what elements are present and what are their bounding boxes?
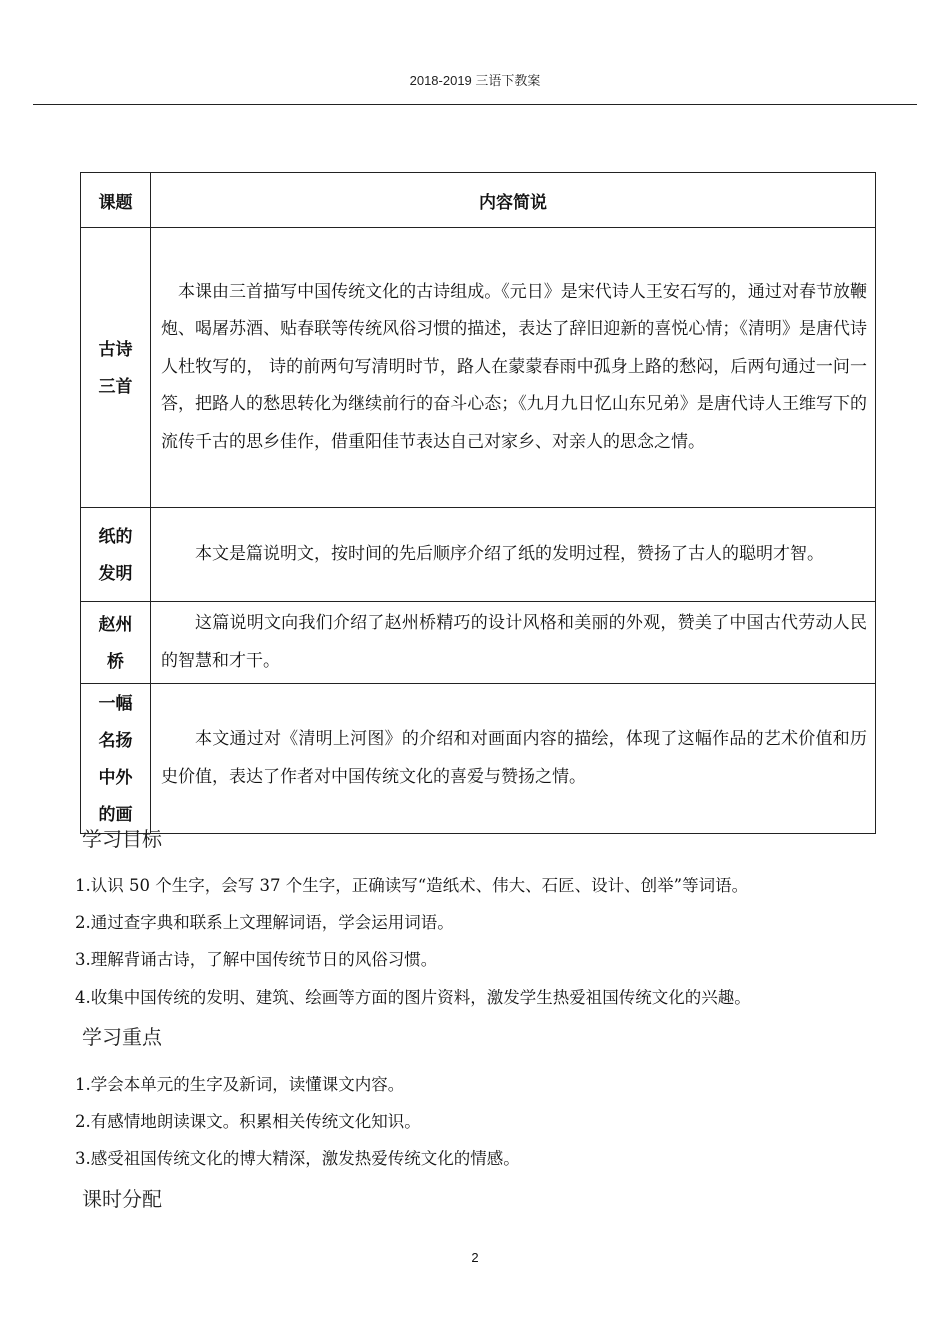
goal-item: 1.认识 50 个生字，会写 37 个生字，正确读写“造纸术、伟大、石匠、设计、创举”等词语。 [75,876,749,895]
header-divider [33,104,917,105]
section-title-goals: 学习目标 [82,827,162,851]
page-number: 2 [471,1250,479,1265]
page-header: 2018-2019 三语下教案 [409,73,541,88]
table-header-row [81,173,876,228]
row-title [81,508,151,602]
row-title-line: 发明 [98,563,133,583]
table-row [81,684,876,834]
row-title [81,602,151,684]
row-title-line: 赵州 [98,614,133,634]
section-title-focus: 学习重点 [82,1025,162,1049]
row-title-line: 中外 [98,767,133,787]
column-header-summary: 内容简说 [151,173,876,228]
row-content: 本文是篇说明文，按时间的先后顺序介绍了纸的发明过程，赞扬了古人的聪明才智。 [151,508,876,602]
row-title-line: 三首 [98,376,133,396]
goal-item: 2.通过查字典和联系上文理解词语，学会运用词语。 [75,913,454,932]
row-content: 这篇说明文向我们介绍了赵州桥精巧的设计风格和美丽的外观，赞美了中国古代劳动人民的智慧和才干。 [151,602,876,684]
row-title-line: 的画 [98,804,133,824]
focus-item: 2.有感情地朗读课文。积累相关传统文化知识。 [75,1112,421,1131]
row-title-line: 名扬 [98,730,133,750]
column-header-topic: 课题 [81,173,151,228]
focus-item: 3.感受祖国传统文化的博大精深，激发热爱传统文化的情感。 [75,1149,520,1168]
lesson-summary-table [80,172,876,834]
table-row [81,228,876,508]
row-content: 本文通过对《清明上河图》的介绍和对画面内容的描绘，体现了这幅作品的艺术价值和历史价值，表达了作者对中国传统文化的喜爱与赞扬之情。 [151,684,876,834]
table-row [81,508,876,602]
row-title-line: 古诗 [98,339,133,359]
row-title-line: 一幅 [98,693,133,713]
row-title [81,228,151,508]
row-title-line: 桥 [107,651,124,671]
goal-item: 3.理解背诵古诗，了解中国传统节日的风俗习惯。 [75,950,438,969]
goal-item: 4.收集中国传统的发明、建筑、绘画等方面的图片资料，激发学生热爱祖国传统文化的兴趣。 [75,988,751,1007]
row-title [81,684,151,834]
focus-item: 1.学会本单元的生字及新词，读懂课文内容。 [75,1075,405,1094]
row-title-line: 纸的 [98,526,133,546]
section-title-schedule: 课时分配 [82,1187,162,1211]
row-content: 本课由三首描写中国传统文化的古诗组成。《元日》是宋代诗人王安石写的，通过对春节放鞭炮、喝屠苏酒、贴春联等传统风俗习惯的描述，表达了辞旧迎新的喜悦心情；《清明》是唐代诗人杜牧写的， 诗的前两句写清明时节，路人在蒙蒙春雨中孤身上路的愁闷，后两句通过一问一答，把路人的愁思转化为继续前行的奋斗心态；《九月九日忆山东兄弟》是唐代诗人王维写下的流传千古的思乡佳作，借重阳佳节表达自己对家乡、对亲人的思念之情。 [151,228,876,508]
table-row [81,602,876,684]
